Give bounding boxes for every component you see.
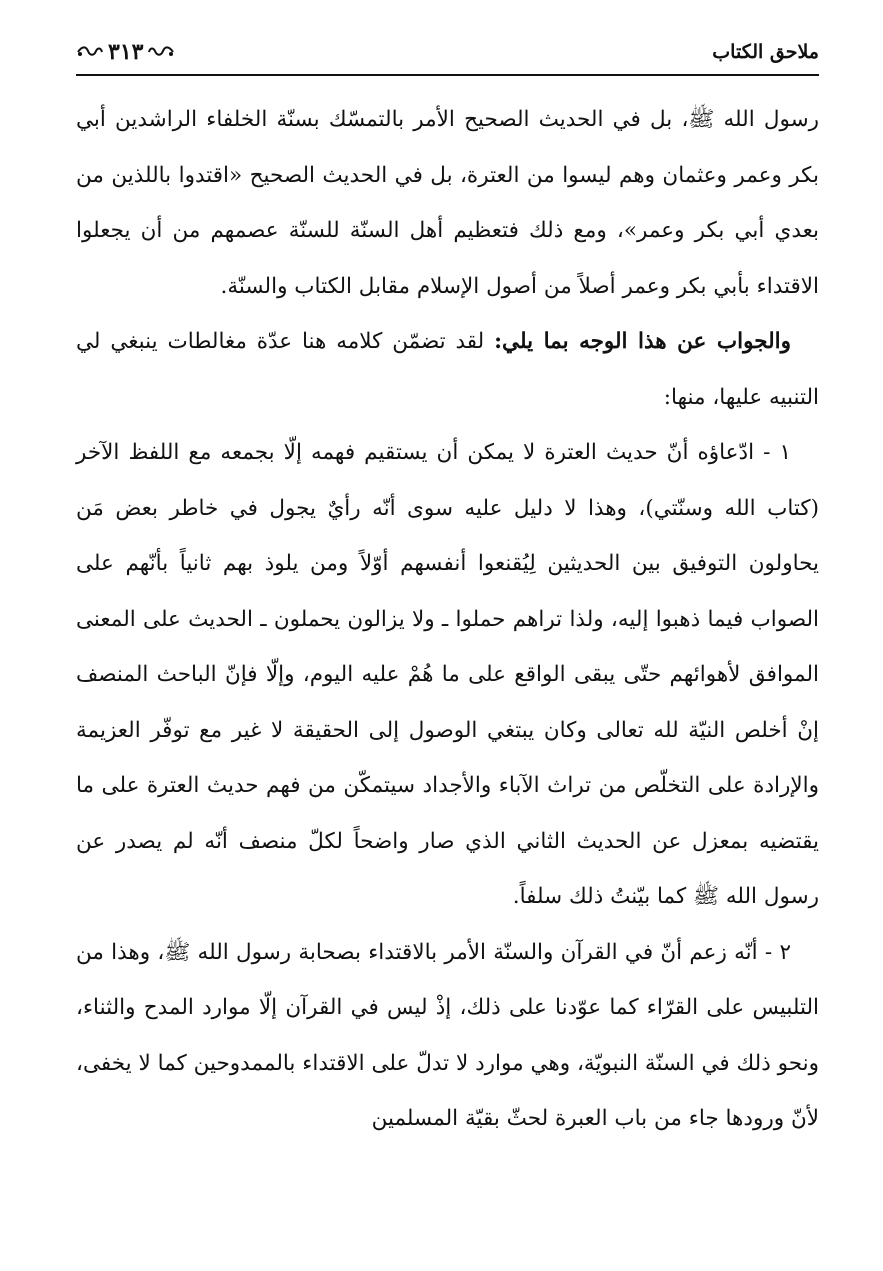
running-title: ملاحق الكتاب [712,41,819,63]
page-number-block [76,39,175,65]
paragraph-3: ١ - ادّعاؤه أنّ حديث العترة لا يمكن أن يستقيم فهمه إلّا بجمعه مع اللفظ الآخر (كتاب الله وسنّتي)، وهذا لا دليل عليه سوى أنّه رأيٌ يجول في خاطر بعض مَن يحاولون التوفيق بين الحديثين لِيُقنعوا أنفسهم أوّلاً ومن يلوذ بهم ثانياً بأنّهم على الصواب فيما ذهبوا إليه، ولذا تراهم حملوا ـ ولا يزالون يحملون ـ الحديث على المعنى الموافق لأهوائهم حتّى يبقى الواقع على ما هُمْ عليه اليوم، وإلّا فإنّ الباحث المنصف إنْ أخلص النيّة لله تعالى وكان يبتغي الوصول إلى الحقيقة لا غير مع توفّر العزيمة والإرادة على التخلّص من تراث الآباء والأجداد سيتمكّن من فهم حديث العترة على ما يقتضيه بمعزل عن الحديث الثاني الذي صار واضحاً لكلّ منصف أنّه لم يصدر عن رسول الله ﷺ كما بيّنتُ ذلك سلفاً. [76,440,819,909]
body-text [76,92,819,1147]
paragraph-2 [76,314,819,425]
right-ornament-icon [147,45,175,59]
page-number: ٣١٣ [108,39,144,65]
paragraph-4: ٢ - أنّه زعم أنّ في القرآن والسنّة الأمر بالاقتداء بصحابة رسول الله ﷺ، وهذا من التلبيس على القرّاء كما عوّدنا على ذلك، إذْ ليس في القرآن إلّا موارد المدح والثناء، ونحو ذلك في السنّة النبويّة، وهي موارد لا تدلّ على الاقتداء بالممدوحين كما لا يخفى، لأنّ ورودها جاء من باب العبرة لحثّ بقيّة المسلمين [76,939,819,1131]
paragraph-2-text: لقد تضمّن كلامه هنا عدّة مغالطات ينبغي لي التنبيه عليها، منها: [76,329,819,410]
left-ornament-icon [76,45,104,59]
paragraph-1: رسول الله ﷺ، بل في الحديث الصحيح الأمر بالتمسّك بسنّة الخلفاء الراشدين أبي بكر وعمر وعثمان وهم ليسوا من العترة، بل في الحديث الصحيح «اقتدوا باللذين من بعدي أبي بكر وعمر»، ومع ذلك فتعظيم أهل السنّة للسنّة عصمهم من أن يجعلوا الاقتداء بأبي بكر وعمر أصلاً من أصول الإسلام مقابل الكتاب والسنّة. [76,107,819,299]
paragraph-2-lead: والجواب عن هذا الوجه بما يلي: [494,329,791,354]
page-header [76,30,819,76]
